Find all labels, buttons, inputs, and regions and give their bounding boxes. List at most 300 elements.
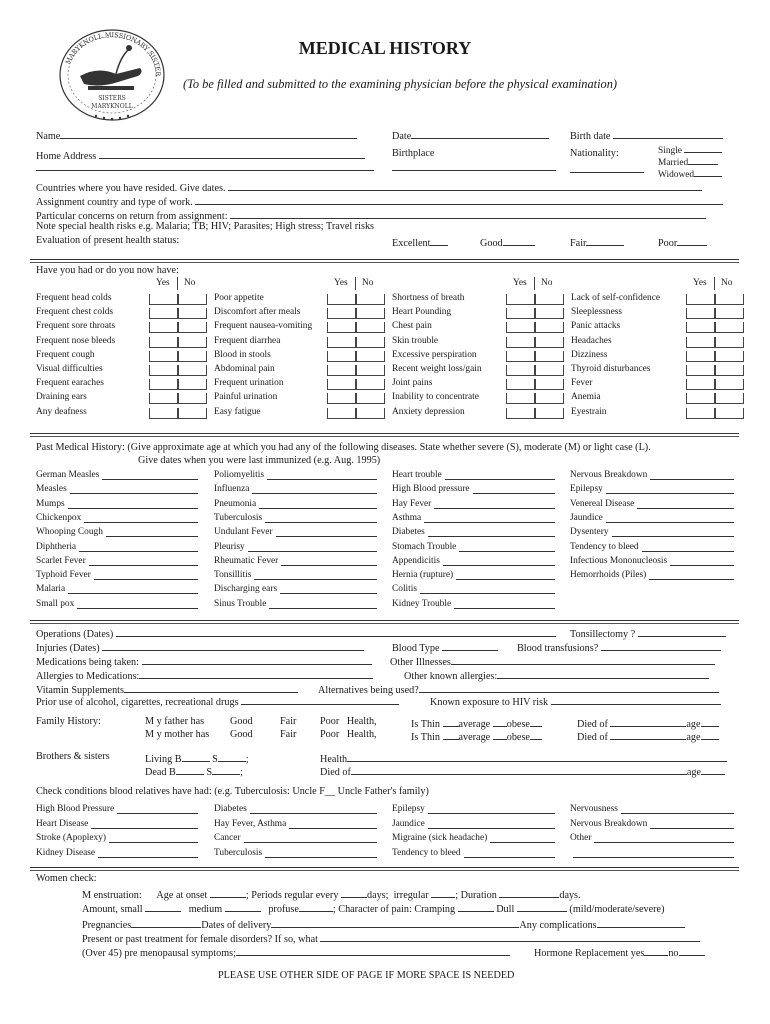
symptom-no-box[interactable] (177, 393, 207, 404)
symptom-no-box[interactable] (355, 351, 385, 362)
symptom-yes-box[interactable] (149, 393, 179, 404)
operations-field[interactable] (116, 626, 556, 637)
symptom-label: Anemia (571, 392, 601, 403)
dead-label: Dead B (145, 767, 176, 778)
past-disease-label: Malaria (36, 584, 66, 595)
duration-field[interactable] (499, 887, 559, 898)
past-disease-row[interactable] (392, 484, 555, 495)
past-disease-row[interactable] (36, 470, 198, 481)
symptom-no-box[interactable] (534, 365, 564, 376)
past-disease-row[interactable] (392, 470, 555, 481)
relative-condition-label: Tendency to bleed (392, 847, 461, 858)
past-disease-row[interactable] (214, 499, 377, 510)
symptom-no-box[interactable] (714, 308, 744, 319)
symptom-no-box[interactable] (534, 379, 564, 390)
past-disease-field[interactable] (424, 513, 555, 523)
symptom-yes-box[interactable] (686, 365, 716, 376)
past-disease-field[interactable] (94, 570, 198, 580)
symptom-label: Chest pain (392, 321, 432, 332)
medium-field[interactable] (225, 901, 261, 912)
married-field[interactable] (688, 154, 718, 165)
symptom-yes-box[interactable] (686, 393, 716, 404)
symptom-no-box[interactable] (534, 408, 564, 419)
past-disease-row[interactable] (570, 556, 734, 567)
past-disease-row[interactable] (570, 499, 734, 510)
relative-condition-field[interactable] (98, 848, 198, 858)
page-title: MEDICAL HISTORY (298, 38, 472, 58)
past-disease-field[interactable] (445, 470, 555, 480)
father-age-field[interactable] (701, 716, 719, 727)
concerns-field[interactable] (230, 208, 706, 219)
past-disease-row[interactable] (214, 599, 377, 610)
blood-type-field[interactable] (442, 640, 498, 651)
mother-age-field[interactable] (701, 729, 719, 740)
symptom-no-box[interactable] (355, 365, 385, 376)
father-thin[interactable]: Is Thin (411, 719, 440, 730)
other-illnesses-field[interactable] (451, 654, 715, 665)
past-disease-field[interactable] (650, 470, 734, 480)
symptom-no-box[interactable] (355, 294, 385, 305)
symptom-no-box[interactable] (714, 393, 744, 404)
symptom-yes-box[interactable] (686, 294, 716, 305)
symptom-label: Frequent chest colds (36, 307, 114, 318)
siblings-died-label: Died of (320, 767, 351, 778)
severity-label: (mild/moderate/severe) (569, 904, 665, 915)
dull-field[interactable] (517, 901, 567, 912)
past-disease-field[interactable] (269, 599, 377, 609)
symptom-no-box[interactable] (177, 322, 207, 333)
siblings-died-field[interactable] (351, 764, 687, 775)
past-disease-label: Tendency to bleed (570, 541, 639, 552)
relative-condition-field[interactable] (650, 819, 734, 829)
mother-died-field[interactable] (610, 729, 686, 740)
past-disease-field[interactable] (79, 542, 198, 552)
past-disease-field[interactable] (259, 499, 377, 509)
poor-field[interactable] (677, 235, 707, 246)
relative-condition-field[interactable] (490, 833, 555, 843)
past-disease-field[interactable] (473, 484, 555, 494)
past-disease-row[interactable] (214, 484, 377, 495)
periods-field[interactable] (341, 887, 367, 898)
father-average-field[interactable] (493, 716, 507, 727)
past-disease-field[interactable] (642, 542, 734, 552)
symptom-label: Frequent diarrhea (214, 335, 281, 346)
father-average[interactable]: average (458, 719, 491, 730)
dead-sisters-label: S (206, 767, 213, 778)
widowed-field[interactable] (694, 166, 722, 177)
living-brothers-field[interactable] (182, 751, 210, 762)
hormone-no-label: no (668, 948, 679, 959)
symptom-yes-box[interactable] (149, 408, 179, 419)
past-disease-row[interactable] (392, 556, 555, 567)
symptom-no-box[interactable] (177, 351, 207, 362)
father-thin-field[interactable] (443, 716, 459, 727)
past-disease-row[interactable] (392, 499, 555, 510)
symptom-no-box[interactable] (177, 379, 207, 390)
complications-label: Any complications (519, 920, 597, 931)
age-onset-field[interactable] (210, 887, 246, 898)
single-label: Single (658, 146, 682, 156)
symptom-no-box[interactable] (714, 322, 744, 333)
treatment-field[interactable] (320, 931, 700, 942)
relative-condition-row[interactable] (570, 833, 734, 844)
past-disease-row[interactable] (36, 556, 198, 567)
relative-condition-row[interactable] (214, 804, 377, 815)
medications-field[interactable] (142, 654, 372, 665)
symptom-yes-box[interactable] (686, 379, 716, 390)
excellent-label: Excellent (392, 238, 431, 249)
past-disease-field[interactable] (606, 484, 734, 494)
symptom-yes-box[interactable] (686, 337, 716, 348)
concerns-label: Particular concerns on return from assignment: (36, 211, 228, 222)
symptom-yes-box[interactable] (327, 294, 357, 305)
symptom-label: Anxiety depression (392, 406, 465, 417)
relative-condition-row[interactable] (36, 833, 198, 844)
siblings-age-field[interactable] (701, 764, 725, 775)
past-disease-field[interactable] (637, 499, 734, 509)
past-disease-row[interactable] (392, 599, 555, 610)
past-disease-row[interactable] (570, 484, 734, 495)
symptom-yes-box[interactable] (686, 351, 716, 362)
relative-condition-field[interactable] (109, 833, 198, 843)
relative-condition-label: High Blood Pressure (36, 804, 115, 814)
mother-good[interactable]: Good (230, 729, 253, 740)
past-disease-field[interactable] (280, 584, 377, 594)
past-disease-row[interactable] (214, 527, 377, 538)
relative-condition-row[interactable] (392, 848, 555, 859)
irregular-field[interactable] (431, 887, 455, 898)
past-disease-row[interactable] (36, 499, 198, 510)
symptom-no-box[interactable] (355, 322, 385, 333)
past-disease-row[interactable] (570, 542, 734, 553)
vitamins-field[interactable] (124, 682, 298, 693)
transfusions-label: Blood transfusions? (517, 643, 599, 654)
home-address-line2[interactable] (36, 170, 374, 171)
past-disease-row[interactable] (214, 584, 377, 595)
past-disease-label: Tuberculosis (214, 512, 263, 523)
symptom-yes-box[interactable] (149, 322, 179, 333)
past-disease-row[interactable] (570, 513, 734, 524)
relative-condition-row[interactable] (36, 848, 198, 859)
past-disease-row[interactable] (570, 570, 734, 581)
pregnancies-field[interactable] (131, 917, 201, 928)
birthplace-field[interactable] (392, 170, 556, 171)
past-disease-row[interactable] (36, 584, 198, 595)
symptom-yes-box[interactable] (506, 294, 536, 305)
symptom-no-box[interactable] (534, 337, 564, 348)
hormone-yes-field[interactable] (644, 945, 668, 956)
blood-type-label: Blood Type (392, 643, 440, 654)
past-disease-row[interactable] (392, 542, 555, 553)
symptom-no-box[interactable] (714, 294, 744, 305)
character-label: ; Character of pain: Cramping (332, 904, 456, 915)
symptom-no-box[interactable] (534, 308, 564, 319)
relative-condition-row[interactable] (214, 819, 377, 830)
relative-condition-row[interactable] (214, 848, 377, 859)
birth-date-field[interactable] (613, 128, 723, 139)
tonsillectomy-field[interactable] (638, 626, 726, 637)
past-disease-field[interactable] (102, 470, 198, 480)
amount-small-field[interactable] (145, 901, 181, 912)
past-disease-field[interactable] (248, 542, 377, 552)
past-disease-field[interactable] (106, 527, 198, 537)
past-disease-label: Scarlet Fever (36, 555, 86, 566)
other-allergies-label: Other known allergies: (404, 671, 498, 682)
symptom-no-box[interactable] (177, 365, 207, 376)
past-disease-field[interactable] (252, 484, 377, 494)
no-header: No (541, 278, 553, 288)
symptom-no-box[interactable] (714, 379, 744, 390)
symptom-yes-box[interactable] (327, 308, 357, 319)
symptom-yes-box[interactable] (327, 337, 357, 348)
symptom-no-box[interactable] (177, 408, 207, 419)
relative-condition-row[interactable] (392, 833, 555, 844)
fair-field[interactable] (586, 235, 624, 246)
past-disease-field[interactable] (89, 556, 198, 566)
symptom-no-box[interactable] (534, 294, 564, 305)
symptom-yes-box[interactable] (327, 322, 357, 333)
siblings-health-label: Health (320, 754, 348, 765)
symptom-yes-box[interactable] (149, 294, 179, 305)
symptom-label: Frequent nausea-vomiting (214, 321, 313, 332)
symptom-no-box[interactable] (355, 308, 385, 319)
father-poor[interactable]: Poor (320, 716, 340, 727)
allergies-medications-field[interactable] (139, 668, 373, 679)
past-disease-row[interactable] (392, 527, 555, 538)
symptom-yes-box[interactable] (327, 408, 357, 419)
relative-condition-field[interactable] (621, 804, 734, 814)
good-field[interactable] (503, 235, 535, 246)
single-field[interactable] (684, 142, 722, 153)
mother-average-field[interactable] (493, 729, 507, 740)
symptom-no-box[interactable] (534, 351, 564, 362)
past-disease-field[interactable] (606, 513, 734, 523)
assignment-field[interactable] (195, 194, 723, 205)
relative-condition-row[interactable] (392, 804, 555, 815)
other-allergies-field[interactable] (497, 668, 709, 679)
dead-sisters-field[interactable] (212, 764, 240, 775)
symptom-no-box[interactable] (534, 322, 564, 333)
symptom-yes-box[interactable] (149, 379, 179, 390)
nationality-field[interactable] (570, 172, 644, 173)
symptom-yes-box[interactable] (686, 408, 716, 419)
relative-condition-field[interactable] (428, 804, 555, 814)
transfusions-field[interactable] (601, 640, 721, 651)
symptom-label: Frequent urination (214, 378, 284, 389)
countries-field[interactable] (228, 180, 702, 191)
symptom-yes-box[interactable] (506, 365, 536, 376)
past-disease-row[interactable] (392, 513, 555, 524)
past-disease-field[interactable] (434, 499, 555, 509)
father-died-field[interactable] (610, 716, 686, 727)
past-disease-field[interactable] (276, 527, 377, 537)
past-disease-field[interactable] (70, 484, 198, 494)
father-obese[interactable]: obese (506, 719, 530, 730)
living-sisters-field[interactable] (218, 751, 246, 762)
symptom-no-box[interactable] (714, 337, 744, 348)
symptom-no-box[interactable] (355, 408, 385, 419)
father-obese-field[interactable] (530, 716, 542, 727)
alternatives-field[interactable] (419, 682, 719, 693)
past-disease-label: Diphtheria (36, 541, 77, 552)
symptom-no-box[interactable] (355, 337, 385, 348)
past-disease-field[interactable] (456, 570, 555, 580)
relative-condition-field[interactable] (464, 848, 555, 858)
mother-thin[interactable]: Is Thin (411, 732, 440, 743)
symptom-yes-box[interactable] (327, 393, 357, 404)
dead-brothers-field[interactable] (176, 764, 204, 775)
mother-thin-field[interactable] (443, 729, 459, 740)
symptom-no-box[interactable] (177, 308, 207, 319)
past-disease-field[interactable] (281, 556, 377, 566)
relative-condition-row[interactable] (570, 819, 734, 830)
past-disease-field[interactable] (459, 542, 555, 552)
symptom-no-box[interactable] (355, 379, 385, 390)
relative-condition-row[interactable] (36, 804, 198, 815)
past-disease-field[interactable] (428, 527, 555, 537)
symptom-yes-box[interactable] (149, 337, 179, 348)
symptom-label: Headaches (571, 335, 612, 346)
symptom-label: Painful urination (214, 392, 278, 403)
date-field[interactable] (411, 128, 549, 139)
past-disease-field[interactable] (612, 527, 734, 537)
siblings-health-field[interactable] (347, 751, 727, 762)
mother-poor[interactable]: Poor (320, 729, 340, 740)
relative-condition-row[interactable] (570, 848, 734, 858)
relative-condition-field[interactable] (91, 819, 198, 829)
past-disease-row[interactable] (570, 527, 734, 538)
symptom-no-box[interactable] (177, 294, 207, 305)
symptom-yes-box[interactable] (506, 379, 536, 390)
past-disease-field[interactable] (265, 513, 377, 523)
living-label: Living B (145, 754, 182, 765)
symptom-no-box[interactable] (355, 393, 385, 404)
column-divider (714, 277, 715, 290)
past-disease-row[interactable] (36, 513, 198, 524)
father-fair[interactable]: Fair (280, 716, 297, 727)
relative-condition-field[interactable] (250, 804, 377, 814)
past-disease-row[interactable] (214, 470, 377, 481)
past-disease-field[interactable] (77, 599, 198, 609)
past-disease-field[interactable] (454, 599, 555, 609)
past-disease-field[interactable] (670, 556, 734, 566)
injuries-field[interactable] (102, 640, 364, 651)
past-disease-field[interactable] (254, 570, 377, 580)
column-divider (177, 277, 178, 290)
past-disease-row[interactable] (36, 599, 198, 610)
no-header: No (362, 278, 374, 288)
hiv-field[interactable] (551, 694, 721, 705)
name-field[interactable] (60, 128, 357, 139)
symptom-yes-box[interactable] (327, 351, 357, 362)
symptom-yes-box[interactable] (327, 365, 357, 376)
symptom-yes-box[interactable] (506, 322, 536, 333)
mother-fair[interactable]: Fair (280, 729, 297, 740)
past-disease-field[interactable] (649, 570, 734, 580)
mother-obese-field[interactable] (530, 729, 542, 740)
symptom-yes-box[interactable] (149, 351, 179, 362)
relative-condition-row[interactable] (214, 833, 377, 844)
profuse-field[interactable] (299, 901, 333, 912)
relative-condition-field[interactable] (265, 848, 377, 858)
symptom-yes-box[interactable] (506, 308, 536, 319)
profuse-label: profuse (268, 904, 299, 915)
past-disease-row[interactable] (214, 556, 377, 567)
tonsillectomy-label: Tonsillectomy ? (570, 629, 636, 640)
birthplace-label: Birthplace (392, 148, 435, 159)
symptom-yes-box[interactable] (686, 308, 716, 319)
past-disease-row[interactable] (36, 484, 198, 495)
symptom-no-box[interactable] (714, 365, 744, 376)
past-disease-row[interactable] (214, 570, 377, 581)
past-disease-field[interactable] (68, 499, 198, 509)
past-disease-row[interactable] (36, 570, 198, 581)
past-disease-field[interactable] (68, 584, 198, 594)
father-health-label: Health, (346, 716, 377, 727)
prior-use-field[interactable] (241, 694, 399, 705)
mother-obese[interactable]: obese (506, 732, 530, 743)
symptom-label: Excessive perspiration (392, 349, 477, 360)
past-disease-field[interactable] (443, 556, 555, 566)
relative-condition-field[interactable] (428, 819, 555, 829)
past-disease-row[interactable] (214, 513, 377, 524)
past-disease-row[interactable] (36, 542, 198, 553)
relative-condition-field[interactable] (289, 819, 377, 829)
symptom-yes-box[interactable] (506, 337, 536, 348)
past-disease-row[interactable] (570, 470, 734, 481)
father-good[interactable]: Good (230, 716, 253, 727)
mother-average[interactable]: average (458, 732, 491, 743)
hormone-no-field[interactable] (679, 945, 705, 956)
symptom-yes-box[interactable] (506, 408, 536, 419)
cramping-field[interactable] (458, 901, 494, 912)
past-disease-field[interactable] (267, 470, 377, 480)
relative-condition-field[interactable] (244, 833, 377, 843)
complications-field[interactable] (597, 917, 685, 928)
symptom-yes-box[interactable] (506, 351, 536, 362)
past-disease-row[interactable] (392, 584, 555, 595)
symptom-yes-box[interactable] (686, 322, 716, 333)
divider (30, 433, 739, 434)
relative-condition-field[interactable] (117, 804, 198, 814)
dates-delivery-field[interactable] (271, 917, 519, 928)
past-disease-row[interactable] (214, 542, 377, 553)
past-disease-row[interactable] (36, 527, 198, 538)
symptom-no-box[interactable] (714, 408, 744, 419)
page-subtitle: (To be filled and submitted to the examining physician before the physical examination) (183, 77, 618, 91)
over45-field[interactable] (236, 945, 510, 956)
symptom-yes-box[interactable] (149, 308, 179, 319)
relative-condition-field[interactable] (594, 833, 734, 843)
past-disease-label: Infectious Mononucleosis (570, 555, 668, 566)
home-address-field[interactable] (99, 148, 365, 159)
past-disease-row[interactable] (392, 570, 555, 581)
past-disease-field[interactable] (84, 513, 198, 523)
symptom-yes-box[interactable] (327, 379, 357, 390)
relative-condition-row[interactable] (392, 819, 555, 830)
symptom-no-box[interactable] (534, 393, 564, 404)
past-disease-field[interactable] (420, 584, 555, 594)
relative-condition-row[interactable] (36, 819, 198, 830)
symptom-yes-box[interactable] (506, 393, 536, 404)
symptom-yes-box[interactable] (149, 365, 179, 376)
symptom-no-box[interactable] (177, 337, 207, 348)
relative-condition-row[interactable] (570, 804, 734, 815)
excellent-field[interactable] (430, 235, 448, 246)
relative-condition-field[interactable] (573, 848, 734, 858)
symptom-no-box[interactable] (714, 351, 744, 362)
divider (30, 259, 739, 260)
